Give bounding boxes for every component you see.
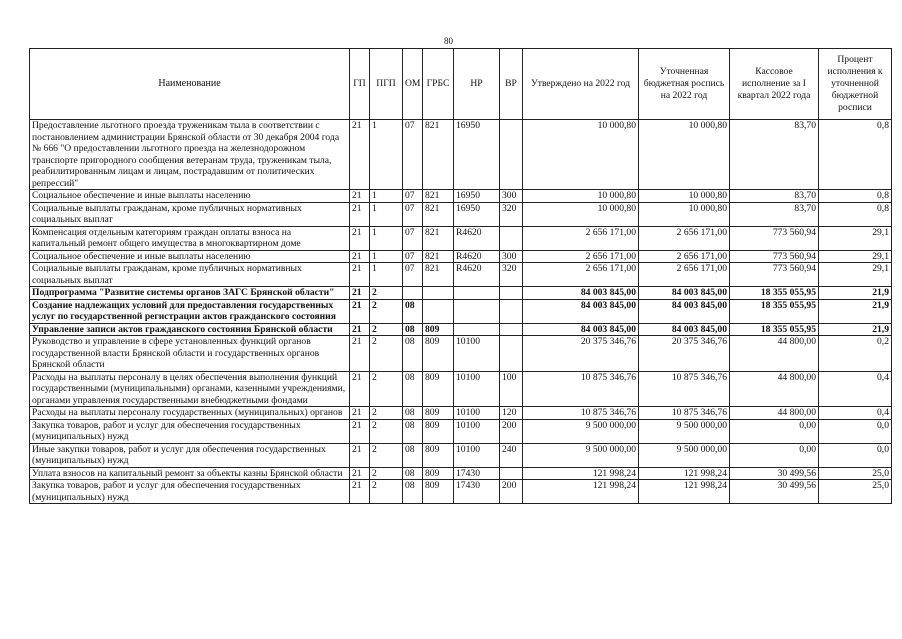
cell-vr: 120: [500, 407, 523, 420]
cell-om: 08: [403, 407, 423, 420]
table-row: [30, 371, 892, 407]
header-revised: Уточненная бюджетная роспись на 2022 год: [639, 49, 730, 120]
cell-percent: 0,8: [819, 190, 892, 203]
cell-approved: 10 875 346,76: [523, 371, 639, 407]
cell-grbs: 821: [423, 202, 454, 226]
cell-vr: [500, 467, 523, 480]
cell-vr: 200: [500, 419, 523, 443]
cell-np: 17430: [454, 467, 500, 480]
cell-np: 10100: [454, 407, 500, 420]
cell-np: 10100: [454, 336, 500, 372]
cell-revised: 10 000,80: [639, 202, 730, 226]
cell-percent: 0,0: [819, 443, 892, 467]
header-name: Наименование: [30, 49, 350, 120]
cell-cash: 0,00: [730, 443, 819, 467]
cell-grbs: 809: [423, 371, 454, 407]
cell-approved: 10 000,80: [523, 190, 639, 203]
cell-gp: 21: [350, 419, 370, 443]
cell-ppgp: 2: [370, 419, 403, 443]
cell-gp: 21: [350, 371, 370, 407]
cell-ppgp: 2: [370, 467, 403, 480]
cell-vr: 200: [500, 480, 523, 504]
cell-cash: 18 355 055,95: [730, 299, 819, 323]
cell-name: Иные закупки товаров, работ и услуг для обеспечения государственных (муниципальных) нужд: [30, 443, 350, 467]
table-row: [30, 480, 892, 504]
header-cash: Кассовое исполнение за I квартал 2022 года: [730, 49, 819, 120]
cell-percent: 0,4: [819, 407, 892, 420]
cell-cash: 773 560,94: [730, 263, 819, 287]
cell-grbs: 821: [423, 190, 454, 203]
cell-approved: 2 656 171,00: [523, 250, 639, 263]
cell-vr: 300: [500, 250, 523, 263]
cell-approved: 121 998,24: [523, 467, 639, 480]
cell-approved: 2 656 171,00: [523, 263, 639, 287]
cell-percent: 21,9: [819, 323, 892, 336]
cell-ppgp: 2: [370, 299, 403, 323]
cell-vr: [500, 226, 523, 250]
cell-revised: 10 875 346,76: [639, 407, 730, 420]
cell-name: Социальные выплаты гражданам, кроме публичных нормативных социальных выплат: [30, 263, 350, 287]
cell-gp: 21: [350, 250, 370, 263]
cell-om: 08: [403, 371, 423, 407]
cell-cash: 44 800,00: [730, 371, 819, 407]
cell-approved: 121 998,24: [523, 480, 639, 504]
cell-percent: 0,2: [819, 336, 892, 372]
cell-ppgp: 2: [370, 336, 403, 372]
cell-percent: 0,8: [819, 120, 892, 190]
cell-grbs: 809: [423, 323, 454, 336]
cell-np: R4620: [454, 263, 500, 287]
cell-om: [403, 287, 423, 300]
cell-approved: 84 003 845,00: [523, 323, 639, 336]
cell-cash: 83,70: [730, 190, 819, 203]
cell-revised: 121 998,24: [639, 467, 730, 480]
header-approved: Утверждено на 2022 год: [523, 49, 639, 120]
cell-gp: 21: [350, 336, 370, 372]
cell-name: Подпрограмма "Развитие системы органов ЗАГС Брянской области": [30, 287, 350, 300]
table-row: [30, 190, 892, 203]
cell-ppgp: 1: [370, 120, 403, 190]
cell-vr: [500, 323, 523, 336]
header-om: ОМ: [403, 49, 423, 120]
table-row: [30, 202, 892, 226]
cell-gp: 21: [350, 263, 370, 287]
table-row: [30, 323, 892, 336]
cell-gp: 21: [350, 323, 370, 336]
cell-cash: 83,70: [730, 202, 819, 226]
cell-gp: 21: [350, 407, 370, 420]
cell-grbs: 809: [423, 419, 454, 443]
cell-np: 10100: [454, 419, 500, 443]
cell-grbs: 809: [423, 407, 454, 420]
cell-om: 07: [403, 190, 423, 203]
cell-name: Социальное обеспечение и иные выплаты населению: [30, 250, 350, 263]
budget-table: [29, 48, 892, 504]
cell-vr: 100: [500, 371, 523, 407]
cell-name: Социальное обеспечение и иные выплаты населению: [30, 190, 350, 203]
cell-approved: 84 003 845,00: [523, 299, 639, 323]
cell-vr: 320: [500, 263, 523, 287]
cell-revised: 84 003 845,00: [639, 323, 730, 336]
cell-cash: 18 355 055,95: [730, 287, 819, 300]
cell-ppgp: 2: [370, 371, 403, 407]
cell-revised: 2 656 171,00: [639, 250, 730, 263]
cell-name: Социальные выплаты гражданам, кроме публичных нормативных социальных выплат: [30, 202, 350, 226]
cell-percent: 29,1: [819, 250, 892, 263]
cell-np: 16950: [454, 120, 500, 190]
table-row: [30, 120, 892, 190]
cell-gp: 21: [350, 226, 370, 250]
cell-np: R4620: [454, 226, 500, 250]
cell-om: 07: [403, 120, 423, 190]
cell-approved: 2 656 171,00: [523, 226, 639, 250]
cell-grbs: [423, 287, 454, 300]
cell-revised: 9 500 000,00: [639, 419, 730, 443]
cell-approved: 10 000,80: [523, 120, 639, 190]
table-row: [30, 419, 892, 443]
table-row: [30, 407, 892, 420]
cell-om: 08: [403, 467, 423, 480]
cell-cash: 30 499,56: [730, 467, 819, 480]
cell-gp: 21: [350, 202, 370, 226]
cell-vr: [500, 336, 523, 372]
cell-vr: [500, 120, 523, 190]
cell-om: 08: [403, 419, 423, 443]
cell-revised: 10 000,80: [639, 190, 730, 203]
table-row: [30, 467, 892, 480]
cell-gp: 21: [350, 190, 370, 203]
cell-percent: 25,0: [819, 467, 892, 480]
cell-np: 16950: [454, 202, 500, 226]
table-row: [30, 443, 892, 467]
header-percent: Процент исполнения к уточненной бюджетной росписи: [819, 49, 892, 120]
table-row: [30, 263, 892, 287]
cell-ppgp: 2: [370, 287, 403, 300]
cell-ppgp: 1: [370, 190, 403, 203]
cell-cash: 44 800,00: [730, 336, 819, 372]
cell-grbs: [423, 299, 454, 323]
cell-approved: 10 875 346,76: [523, 407, 639, 420]
header-vr: ВР: [500, 49, 523, 120]
cell-grbs: 821: [423, 250, 454, 263]
cell-vr: 320: [500, 202, 523, 226]
cell-ppgp: 2: [370, 407, 403, 420]
cell-grbs: 821: [423, 226, 454, 250]
cell-name: Управление записи актов гражданского состояния Брянской области: [30, 323, 350, 336]
page-number: 80: [444, 36, 453, 46]
cell-revised: 2 656 171,00: [639, 226, 730, 250]
table-row: [30, 250, 892, 263]
cell-ppgp: 2: [370, 323, 403, 336]
cell-om: 07: [403, 226, 423, 250]
table-row: [30, 287, 892, 300]
cell-cash: 18 355 055,95: [730, 323, 819, 336]
cell-np: 10100: [454, 371, 500, 407]
cell-cash: 83,70: [730, 120, 819, 190]
cell-approved: 10 000,80: [523, 202, 639, 226]
cell-om: 07: [403, 250, 423, 263]
cell-om: 08: [403, 299, 423, 323]
cell-ppgp: 2: [370, 443, 403, 467]
cell-revised: 84 003 845,00: [639, 287, 730, 300]
cell-cash: 773 560,94: [730, 250, 819, 263]
cell-om: 08: [403, 443, 423, 467]
cell-np: R4620: [454, 250, 500, 263]
cell-np: 16950: [454, 190, 500, 203]
table-body: [30, 120, 892, 504]
cell-grbs: 821: [423, 120, 454, 190]
cell-percent: 21,9: [819, 287, 892, 300]
cell-name: Закупка товаров, работ и услуг для обеспечения государственных (муниципальных) нужд: [30, 419, 350, 443]
cell-gp: 21: [350, 287, 370, 300]
cell-percent: 21,9: [819, 299, 892, 323]
cell-revised: 2 656 171,00: [639, 263, 730, 287]
cell-np: 17430: [454, 480, 500, 504]
cell-vr: [500, 299, 523, 323]
cell-grbs: 809: [423, 336, 454, 372]
cell-revised: 84 003 845,00: [639, 299, 730, 323]
cell-gp: 21: [350, 120, 370, 190]
cell-percent: 0,8: [819, 202, 892, 226]
cell-percent: 29,1: [819, 226, 892, 250]
table-row: [30, 226, 892, 250]
cell-om: 08: [403, 336, 423, 372]
cell-gp: 21: [350, 467, 370, 480]
cell-om: 07: [403, 263, 423, 287]
cell-grbs: 809: [423, 467, 454, 480]
cell-np: [454, 287, 500, 300]
cell-name: Компенсация отдельным категориям граждан оплаты взноса на капитальный ремонт общего имущества в многоквартирном доме: [30, 226, 350, 250]
header-ppgp: ПГП: [370, 49, 403, 120]
cell-np: [454, 299, 500, 323]
cell-gp: 21: [350, 480, 370, 504]
cell-ppgp: 1: [370, 263, 403, 287]
cell-revised: 9 500 000,00: [639, 443, 730, 467]
cell-revised: 10 875 346,76: [639, 371, 730, 407]
header-grbs: ГРБС: [423, 49, 454, 120]
cell-name: Закупка товаров, работ и услуг для обеспечения государственных (муниципальных) нужд: [30, 480, 350, 504]
table-row: [30, 299, 892, 323]
cell-approved: 9 500 000,00: [523, 419, 639, 443]
cell-np: 10100: [454, 443, 500, 467]
cell-cash: 44 800,00: [730, 407, 819, 420]
cell-vr: [500, 287, 523, 300]
cell-revised: 121 998,24: [639, 480, 730, 504]
cell-gp: 21: [350, 443, 370, 467]
table-header-row: [30, 49, 892, 120]
cell-percent: 25,0: [819, 480, 892, 504]
cell-vr: 300: [500, 190, 523, 203]
cell-name: Руководство и управление в сфере установленных функций органов государственной власти Брянской области и государственных органов Брянской области: [30, 336, 350, 372]
cell-cash: 773 560,94: [730, 226, 819, 250]
cell-name: Предоставление льготного проезда труженикам тыла в соответствии с постановлением администрации Брянской области от 30 декабря 2004 года № 666 "О предоставлении льготного проезда на железнодорожном транспорте пригородного сообщения ветеранам труда, труженикам тыла, реабилитированным лицам и лицам, пострадавшим от политических репрессий": [30, 120, 350, 190]
cell-name: Расходы на выплаты персоналу в целях обеспечения выполнения функций государственными (муниципальными) органами, казенными учреждениями, органами управления государственными внебюджетными фондами: [30, 371, 350, 407]
cell-grbs: 809: [423, 443, 454, 467]
cell-ppgp: 1: [370, 250, 403, 263]
cell-grbs: 809: [423, 480, 454, 504]
cell-ppgp: 1: [370, 202, 403, 226]
cell-om: 07: [403, 202, 423, 226]
table-row: [30, 336, 892, 372]
cell-ppgp: 1: [370, 226, 403, 250]
cell-ppgp: 2: [370, 480, 403, 504]
cell-approved: 20 375 346,76: [523, 336, 639, 372]
cell-name: Уплата взносов на капитальный ремонт за объекты казны Брянской области: [30, 467, 350, 480]
cell-cash: 30 499,56: [730, 480, 819, 504]
cell-name: Создание надлежащих условий для предоставления государственных услуг по государственной регистрации актов гражданского состояния: [30, 299, 350, 323]
cell-np: [454, 323, 500, 336]
cell-revised: 20 375 346,76: [639, 336, 730, 372]
cell-om: 08: [403, 323, 423, 336]
cell-om: 08: [403, 480, 423, 504]
cell-grbs: 821: [423, 263, 454, 287]
cell-approved: 9 500 000,00: [523, 443, 639, 467]
header-gp: ГП: [350, 49, 370, 120]
cell-gp: 21: [350, 299, 370, 323]
cell-vr: 240: [500, 443, 523, 467]
cell-percent: 0,0: [819, 419, 892, 443]
cell-revised: 10 000,80: [639, 120, 730, 190]
cell-approved: 84 003 845,00: [523, 287, 639, 300]
cell-name: Расходы на выплаты персоналу государственных (муниципальных) органов: [30, 407, 350, 420]
cell-percent: 0,4: [819, 371, 892, 407]
header-np: НР: [454, 49, 500, 120]
cell-cash: 0,00: [730, 419, 819, 443]
cell-percent: 29,1: [819, 263, 892, 287]
